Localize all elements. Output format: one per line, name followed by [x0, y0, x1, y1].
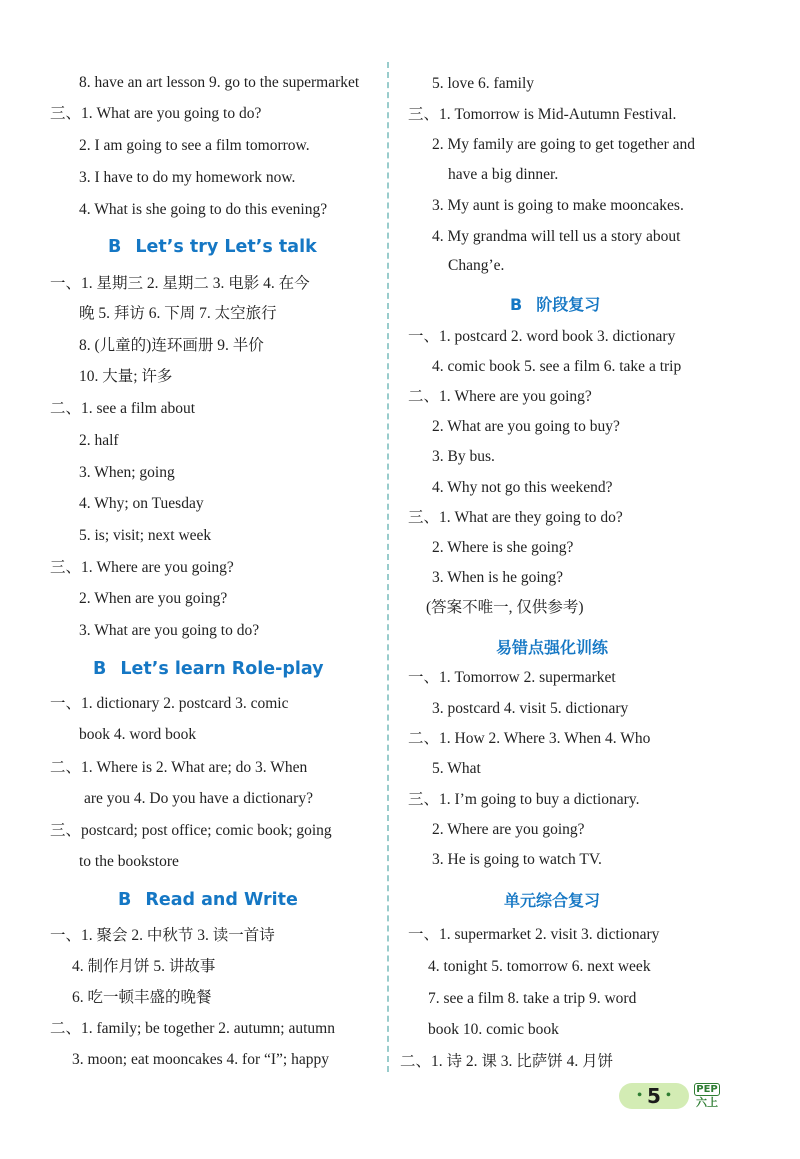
answer-line: 3. moon; eat mooncakes 4. for “I”; happy	[72, 1051, 329, 1068]
answer-line: 三、1. Tomorrow is Mid-Autumn Festival.	[408, 106, 677, 123]
answer-line: 一、1. 星期三 2. 星期二 3. 电影 4. 在今	[50, 275, 310, 292]
answer-line: 3. He is going to watch TV.	[432, 851, 602, 868]
answer-line: 6. 吃一顿丰盛的晚餐	[72, 989, 212, 1006]
answer-note: (答案不唯一, 仅供参考)	[426, 599, 584, 616]
dot-icon: •	[637, 1088, 643, 1103]
answer-line: 一、1. Tomorrow 2. supermarket	[408, 669, 616, 686]
answer-line: 二、1. How 2. Where 3. When 4. Who	[408, 730, 651, 747]
answer-line: 一、1. postcard 2. word book 3. dictionary	[408, 328, 676, 345]
section-heading-lets-learn: B Let’s learn Role-play	[93, 659, 324, 679]
answer-line: 4. 制作月饼 5. 讲故事	[72, 958, 216, 975]
answer-line: 4. comic book 5. see a film 6. take a trip	[432, 358, 682, 375]
answer-line: 3. I have to do my homework now.	[79, 169, 296, 186]
answer-line: 3. postcard 4. visit 5. dictionary	[432, 700, 629, 717]
answer-line: 二、1. see a film about	[50, 400, 196, 417]
answer-line: 2. half	[79, 432, 119, 449]
answer-line: 4. tonight 5. tomorrow 6. next week	[428, 958, 651, 975]
answer-line: 二、1. family; be together 2. autumn; autumn	[50, 1020, 335, 1037]
answer-line: 三、1. I’m going to buy a dictionary.	[408, 791, 640, 808]
answer-line: Chang’e.	[448, 257, 505, 274]
section-heading-error-training: 易错点强化训练	[496, 638, 609, 657]
section-heading-stage-review: B 阶段复习	[510, 295, 601, 314]
answer-line: 10. 大量; 许多	[79, 368, 173, 385]
answer-line: 一、1. dictionary 2. postcard 3. comic	[50, 695, 289, 712]
column-divider	[387, 62, 389, 1072]
answer-line: 2. Where is she going?	[432, 539, 574, 556]
answer-line: 4. Why; on Tuesday	[79, 495, 204, 512]
answer-line: 2. I am going to see a film tomorrow.	[79, 137, 310, 154]
answer-line: 5. is; visit; next week	[79, 527, 212, 544]
answer-line: 2. My family are going to get together and	[432, 136, 696, 153]
section-heading-read-write: B Read and Write	[118, 890, 298, 910]
edition-pep: PEP	[696, 1084, 718, 1095]
answer-line: book 4. word book	[79, 726, 197, 743]
answer-line: 5. What	[432, 760, 481, 777]
answer-line: 二、1. Where are you going?	[408, 388, 592, 405]
answer-line: 二、1. 诗 2. 课 3. 比萨饼 4. 月饼	[400, 1053, 614, 1070]
answer-line: 二、1. Where is 2. What are; do 3. When	[50, 759, 308, 776]
answer-line: 晚 5. 拜访 6. 下周 7. 太空旅行	[79, 305, 277, 322]
answer-line: 3. When is he going?	[432, 569, 564, 586]
answer-line: 2. Where are you going?	[432, 821, 585, 838]
answer-line: have a big dinner.	[448, 166, 559, 183]
section-heading-lets-try: B Let’s try Let’s talk	[108, 237, 317, 257]
answer-line: 2. What are you going to buy?	[432, 418, 620, 435]
answer-line: 8. (儿童的)连环画册 9. 半价	[79, 337, 264, 354]
answer-line: 3. What are you going to do?	[79, 622, 260, 639]
dot-icon: •	[665, 1088, 671, 1103]
answer-line: are you 4. Do you have a dictionary?	[84, 790, 313, 807]
answer-line: 一、1. supermarket 2. visit 3. dictionary	[408, 926, 660, 943]
answer-line: book 10. comic book	[428, 1021, 559, 1038]
answer-line: 8. have an art lesson 9. go to the supermarket	[79, 74, 360, 91]
edition-grade: 六上	[696, 1096, 718, 1109]
answer-line: 4. My grandma will tell us a story about	[432, 228, 681, 245]
answer-line: 5. love 6. family	[432, 75, 535, 92]
page-number-badge	[619, 1083, 689, 1109]
answer-line: 3. By bus.	[432, 448, 495, 465]
answer-line: 3. When; going	[79, 464, 175, 481]
edition-tag	[692, 1080, 722, 1109]
answer-line: 一、1. 聚会 2. 中秋节 3. 读一首诗	[50, 927, 275, 944]
answer-line: 2. When are you going?	[79, 590, 228, 607]
answer-line: 4. What is she going to do this evening?	[79, 201, 328, 218]
answer-line: 4. Why not go this weekend?	[432, 479, 613, 496]
answer-line: 三、postcard; post office; comic book; going	[50, 822, 332, 839]
answer-line: 三、1. Where are you going?	[50, 559, 234, 576]
answer-line: 三、1. What are you going to do?	[50, 105, 262, 122]
answer-line: 3. My aunt is going to make mooncakes.	[432, 197, 684, 214]
answer-line: to the bookstore	[79, 853, 179, 870]
answer-line: 7. see a film 8. take a trip 9. word	[428, 990, 637, 1007]
page-number: 5	[647, 1084, 661, 1108]
answer-line: 三、1. What are they going to do?	[408, 509, 623, 526]
section-heading-unit-review: 单元综合复习	[504, 891, 601, 910]
